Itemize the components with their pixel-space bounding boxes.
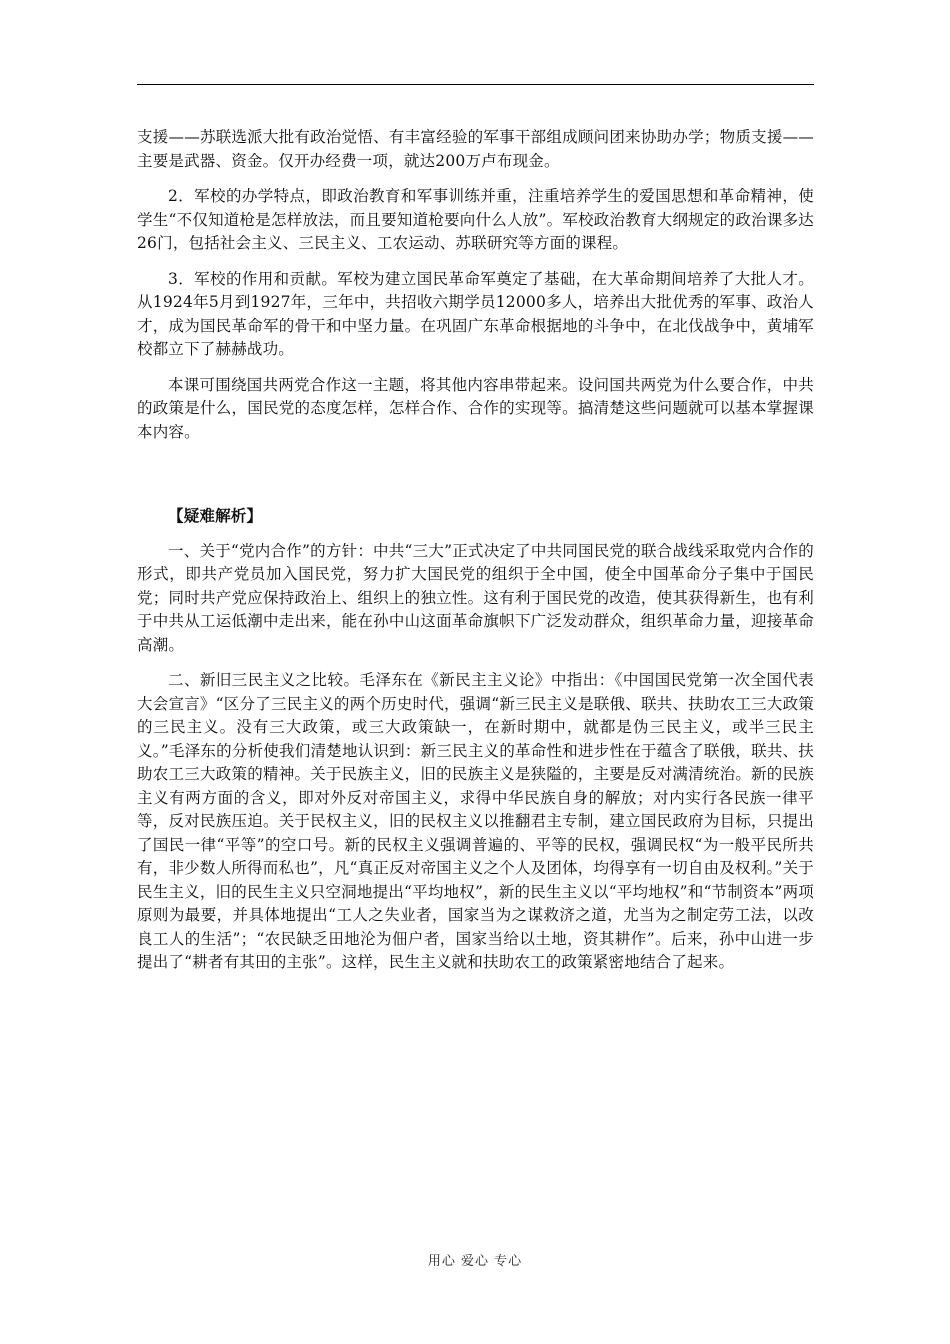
paragraph-school-contributions: 3．军校的作用和贡献。军校为建立国民革命军奠定了基础，在大革命期间培养了大批人才。从1924年5月到1927年，三年中，共招收六期学员12000多人，培养出大批优秀的军事、政治人才，成为国民革命军的骨干和中坚力量。在巩固广东革命根据地的斗争中，在北伐战争中，黄埔军校都立下了赫赫战功。 (137, 269, 814, 358)
paragraph-lesson-summary: 本课可围绕国共两党合作这一主题，将其他内容串带起来。设问国共两党为什么要合作，中共的政策是什么，国民党的态度怎样，怎样合作、合作的实现等。搞清楚这些问题就可以基本掌握课本内容。 (137, 375, 814, 441)
paragraph-school-features: 2．军校的办学特点，即政治教育和军事训练并重，注重培养学生的爱国思想和革命精神，使学生“不仅知道枪是怎样放法，而且要知道枪要向什么人放”。军校政治教育大纲规定的政治课多达26门，包括社会主义、三民主义、工农运动、苏联研究等方面的课程。 (137, 187, 814, 252)
paragraph-party-cooperation: 一、关于“党内合作”的方针：中共“三大”正式决定了中共同国民党的联合战线采取党内合作的形式，即共产党员加入国民党，努力扩大国民党的组织于全中国，使全中国革命分子集中于国民党；同时共产党应保持政治上、组织上的独立性。这有利于国民党的改造，使其获得新生，也有利于中共从工运低潮中走出来，能在孙中山这面革命旗帜下广泛发动群众，组织革命力量，迎接革命高潮。 (137, 541, 814, 654)
paragraph-three-principles: 二、新旧三民主义之比较。毛泽东在《新民主主义论》中指出：《中国国民党第一次全国代表大会宣言》“区分了三民主义的两个历史时代，强调“新三民主义是联俄、联共、扶助农工三大政策的三民主义。没有三大政策，或三大政策缺一，在新时期中，就都是伪三民主义，或半三民主义。”毛泽东的分析使我们清楚地认识到：新三民主义的革命性和进步性在于蕴含了联俄，联共、扶助农工三大政策的精神。关于民族主义，旧的民族主义是狭隘的，主要是反对满清统治。新的民族主义有两方面的含义，即对外反对帝国主义，求得中华民族自身的解放；对内实行各民族一律平等，反对民族压迫。关于民权主义，旧的民权主义以推翻君主专制，建立国民政府为目标，只提出了国民一律“平等”的空口号。新的民权主义强调普遍的、平等的民权，强调民权“为一般平民所共有，非少数人所得而私也”，凡“真正反对帝国主义之个人及团体，均得享有一切自由及权利。”关于民生主义，旧的民生主义只空洞地提出“平均地权”，新的民生主义以“平均地权”和“节制资本”两项原则为最要，并具体地提出“工人之失业者，国家当为之谋救济之道，尤当为之制定劳工法，以改良工人的生活”；“农民缺乏田地沦为佃户者，国家当给以土地，资其耕作”。后来，孙中山进一步提出了“耕者有其田的主张”。这样，民生主义就和扶助农工的政策紧密地结合了起来。 (137, 671, 814, 971)
section-heading: 【疑难解析】 (168, 506, 263, 525)
header-rule (137, 84, 814, 85)
paragraph-continuation: 支援——苏联选派大批有政治觉悟、有丰富经验的军事干部组成顾问团来协助办学；物质支援——主要是武器、资金。仅开办经费一项，就达200万卢布现金。 (137, 128, 814, 170)
page-footer: 用心 爱心 专心 (427, 1254, 523, 1269)
section-spacer (137, 456, 814, 504)
document-body (137, 126, 814, 987)
